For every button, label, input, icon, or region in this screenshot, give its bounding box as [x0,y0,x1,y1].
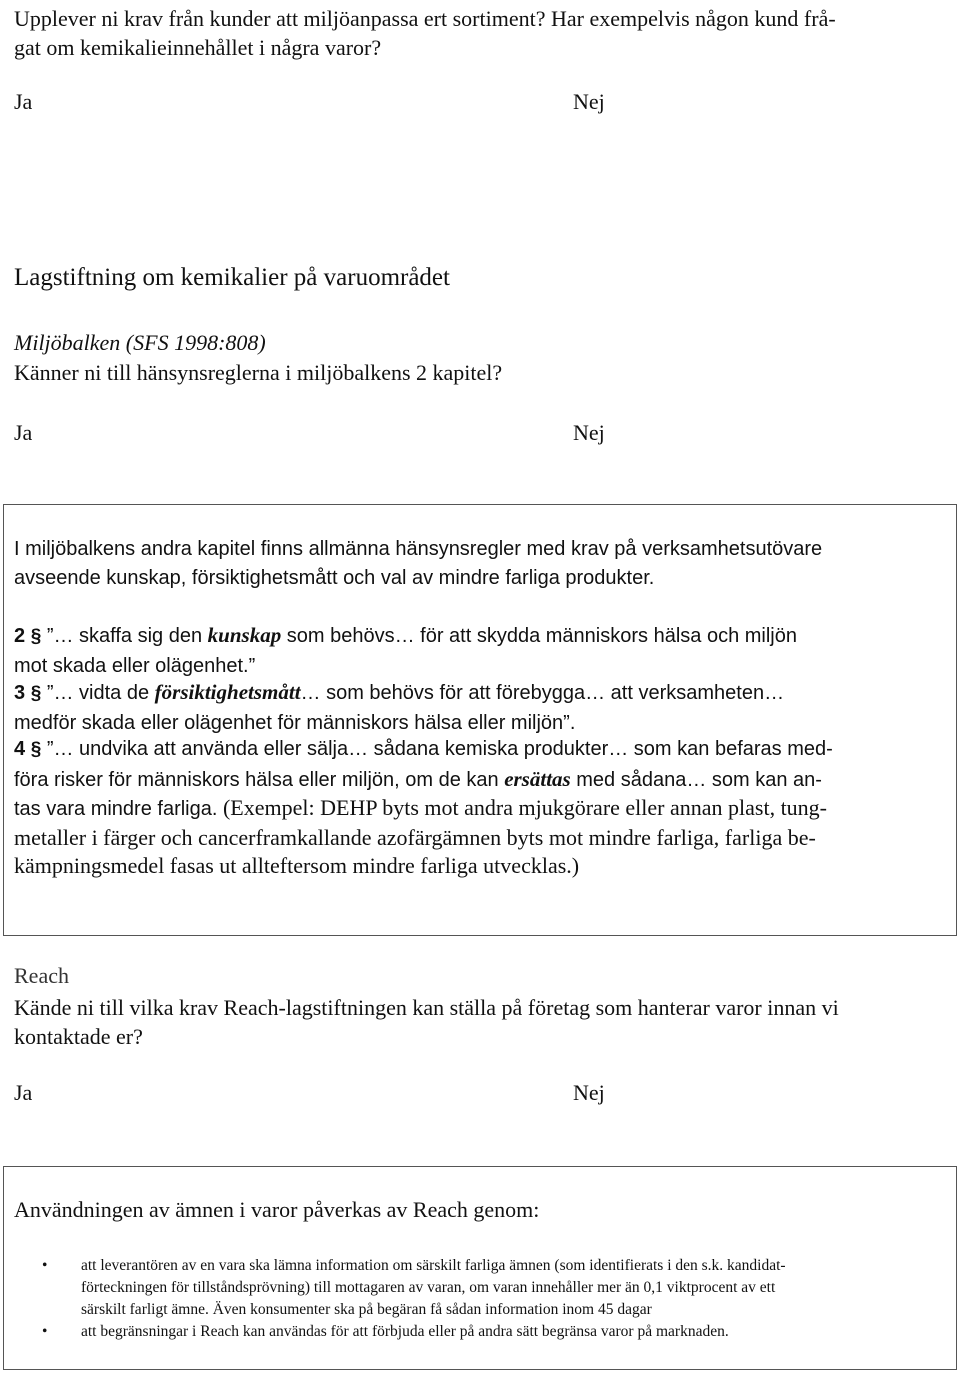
option-no-label: Nej [573,89,605,114]
rule-paragraph-3 [14,678,950,737]
option-no-2[interactable] [573,420,605,446]
intro-question-line-1: Upplever ni krav från kunder att miljöanpassa ert sortiment? Har exempelvis någon kund frå- [14,6,836,31]
box1-intro-line-1: I miljöbalkens andra kapitel finns allmänna hänsynsregler med krav på verksamhetsutövare [14,538,823,560]
list-item: • att leverantören av en vara ska lämna information om särskilt farliga ämnen (som identifierats i den s.k. kandidat- förteckningen för tillståndsprövning) till mottagaren av varan, om varan innehåller mer än 0,1 viktprocent av ett särskilt farligt ämne. Även konsumenter ska på begäran få sådan information inom 45 dagar [42,1257,786,1318]
rule-paragraph-4 [14,735,950,881]
option-no-1[interactable] [573,89,605,115]
rule-4-line-1: 4 § ”… undvika att använda eller sälja… sådana kemiska produkter… som kan befaras med- [14,738,833,760]
emphasis-ersattas: ersättas [504,766,571,791]
intro-question [14,4,836,62]
option-yes-label: Ja [14,89,33,114]
option-no-label: Nej [573,420,605,445]
option-no-label: Nej [573,1080,605,1105]
reach-bullet-list [4,1255,956,1343]
reach-info-box [3,1166,957,1370]
rule-4-line-5: kämpningsmedel fasas ut allteftersom mindre farliga utvecklas.) [14,853,580,878]
rule-3-line-1: 3 § ”… vidta de försiktighetsmått… som behövs för att förebygga… att verksamheten… [14,680,785,704]
rule-paragraph-2 [14,621,950,680]
law-heading: Lagstiftning om kemikalier på varuområdet [14,264,450,291]
box1-intro [14,535,950,592]
reach-question [14,993,954,1051]
option-yes-label: Ja [14,1080,33,1105]
list-item: • att begränsningar i Reach kan användas för att förbjuda eller på andra sätt begränsa varor på marknaden. [4,1321,956,1343]
rule-2-line-2: mot skada eller olägenhet.” [14,654,256,677]
option-yes-label: Ja [14,420,33,445]
reach-question-line-2: kontaktade er? [14,1024,143,1049]
rule-4-line-3: tas vara mindre farliga. (Exempel: DEHP byts mot andra mjukgörare eller annan plast, tung- [14,795,828,820]
bullet-icon: • [42,1257,48,1274]
rule-3-line-2: medför skada eller olägenhet för människors hälsa eller miljön”. [14,711,576,734]
emphasis-forsiktighetsmatt: försiktighetsmått [154,680,301,704]
option-no-3[interactable] [573,1080,605,1106]
bullet-icon: • [42,1323,48,1340]
law-subheading: Miljöbalken (SFS 1998:808) [14,330,266,355]
option-yes-3[interactable] [14,1080,32,1106]
section-icon: § [30,739,42,760]
rule-number: 4 [14,738,26,760]
rule-number: 3 [14,682,26,704]
rule-2-line-1: 2 § ”… skaffa sig den kunskap som behövs… för att skydda människors hälsa och miljön [14,623,797,647]
rule-4-line-4: metaller i färger och cancerframkallande azofärgämnen byts mot mindre farliga, farliga be- [14,824,816,850]
option-yes-2[interactable] [14,420,32,446]
box2-heading: Användningen av ämnen i varor påverkas av Reach genom: [14,1197,540,1222]
emphasis-kunskap: kunskap [207,623,282,647]
section-icon: § [30,626,42,647]
rule-4-line-2: föra risker för människors hälsa eller miljön, om de kan ersättas med sådana… som kan an- [14,766,822,791]
box1-intro-line-2: avseende kunskap, försiktighetsmått och val av mindre farliga produkter. [14,566,655,589]
rule-number: 2 [14,625,26,647]
reach-question-line-1: Kände ni till vilka krav Reach-lagstiftningen kan ställa på företag som hanterar varor innan vi [14,995,839,1020]
option-yes-1[interactable] [14,89,32,115]
reach-heading: Reach [14,963,69,988]
law-question: Känner ni till hänsynsreglerna i miljöbalkens 2 kapitel? [14,360,503,385]
section-icon: § [30,683,42,704]
miljobalken-info-box [3,504,957,936]
intro-question-line-2: gat om kemikalieinnehållet i några varor? [14,35,382,60]
